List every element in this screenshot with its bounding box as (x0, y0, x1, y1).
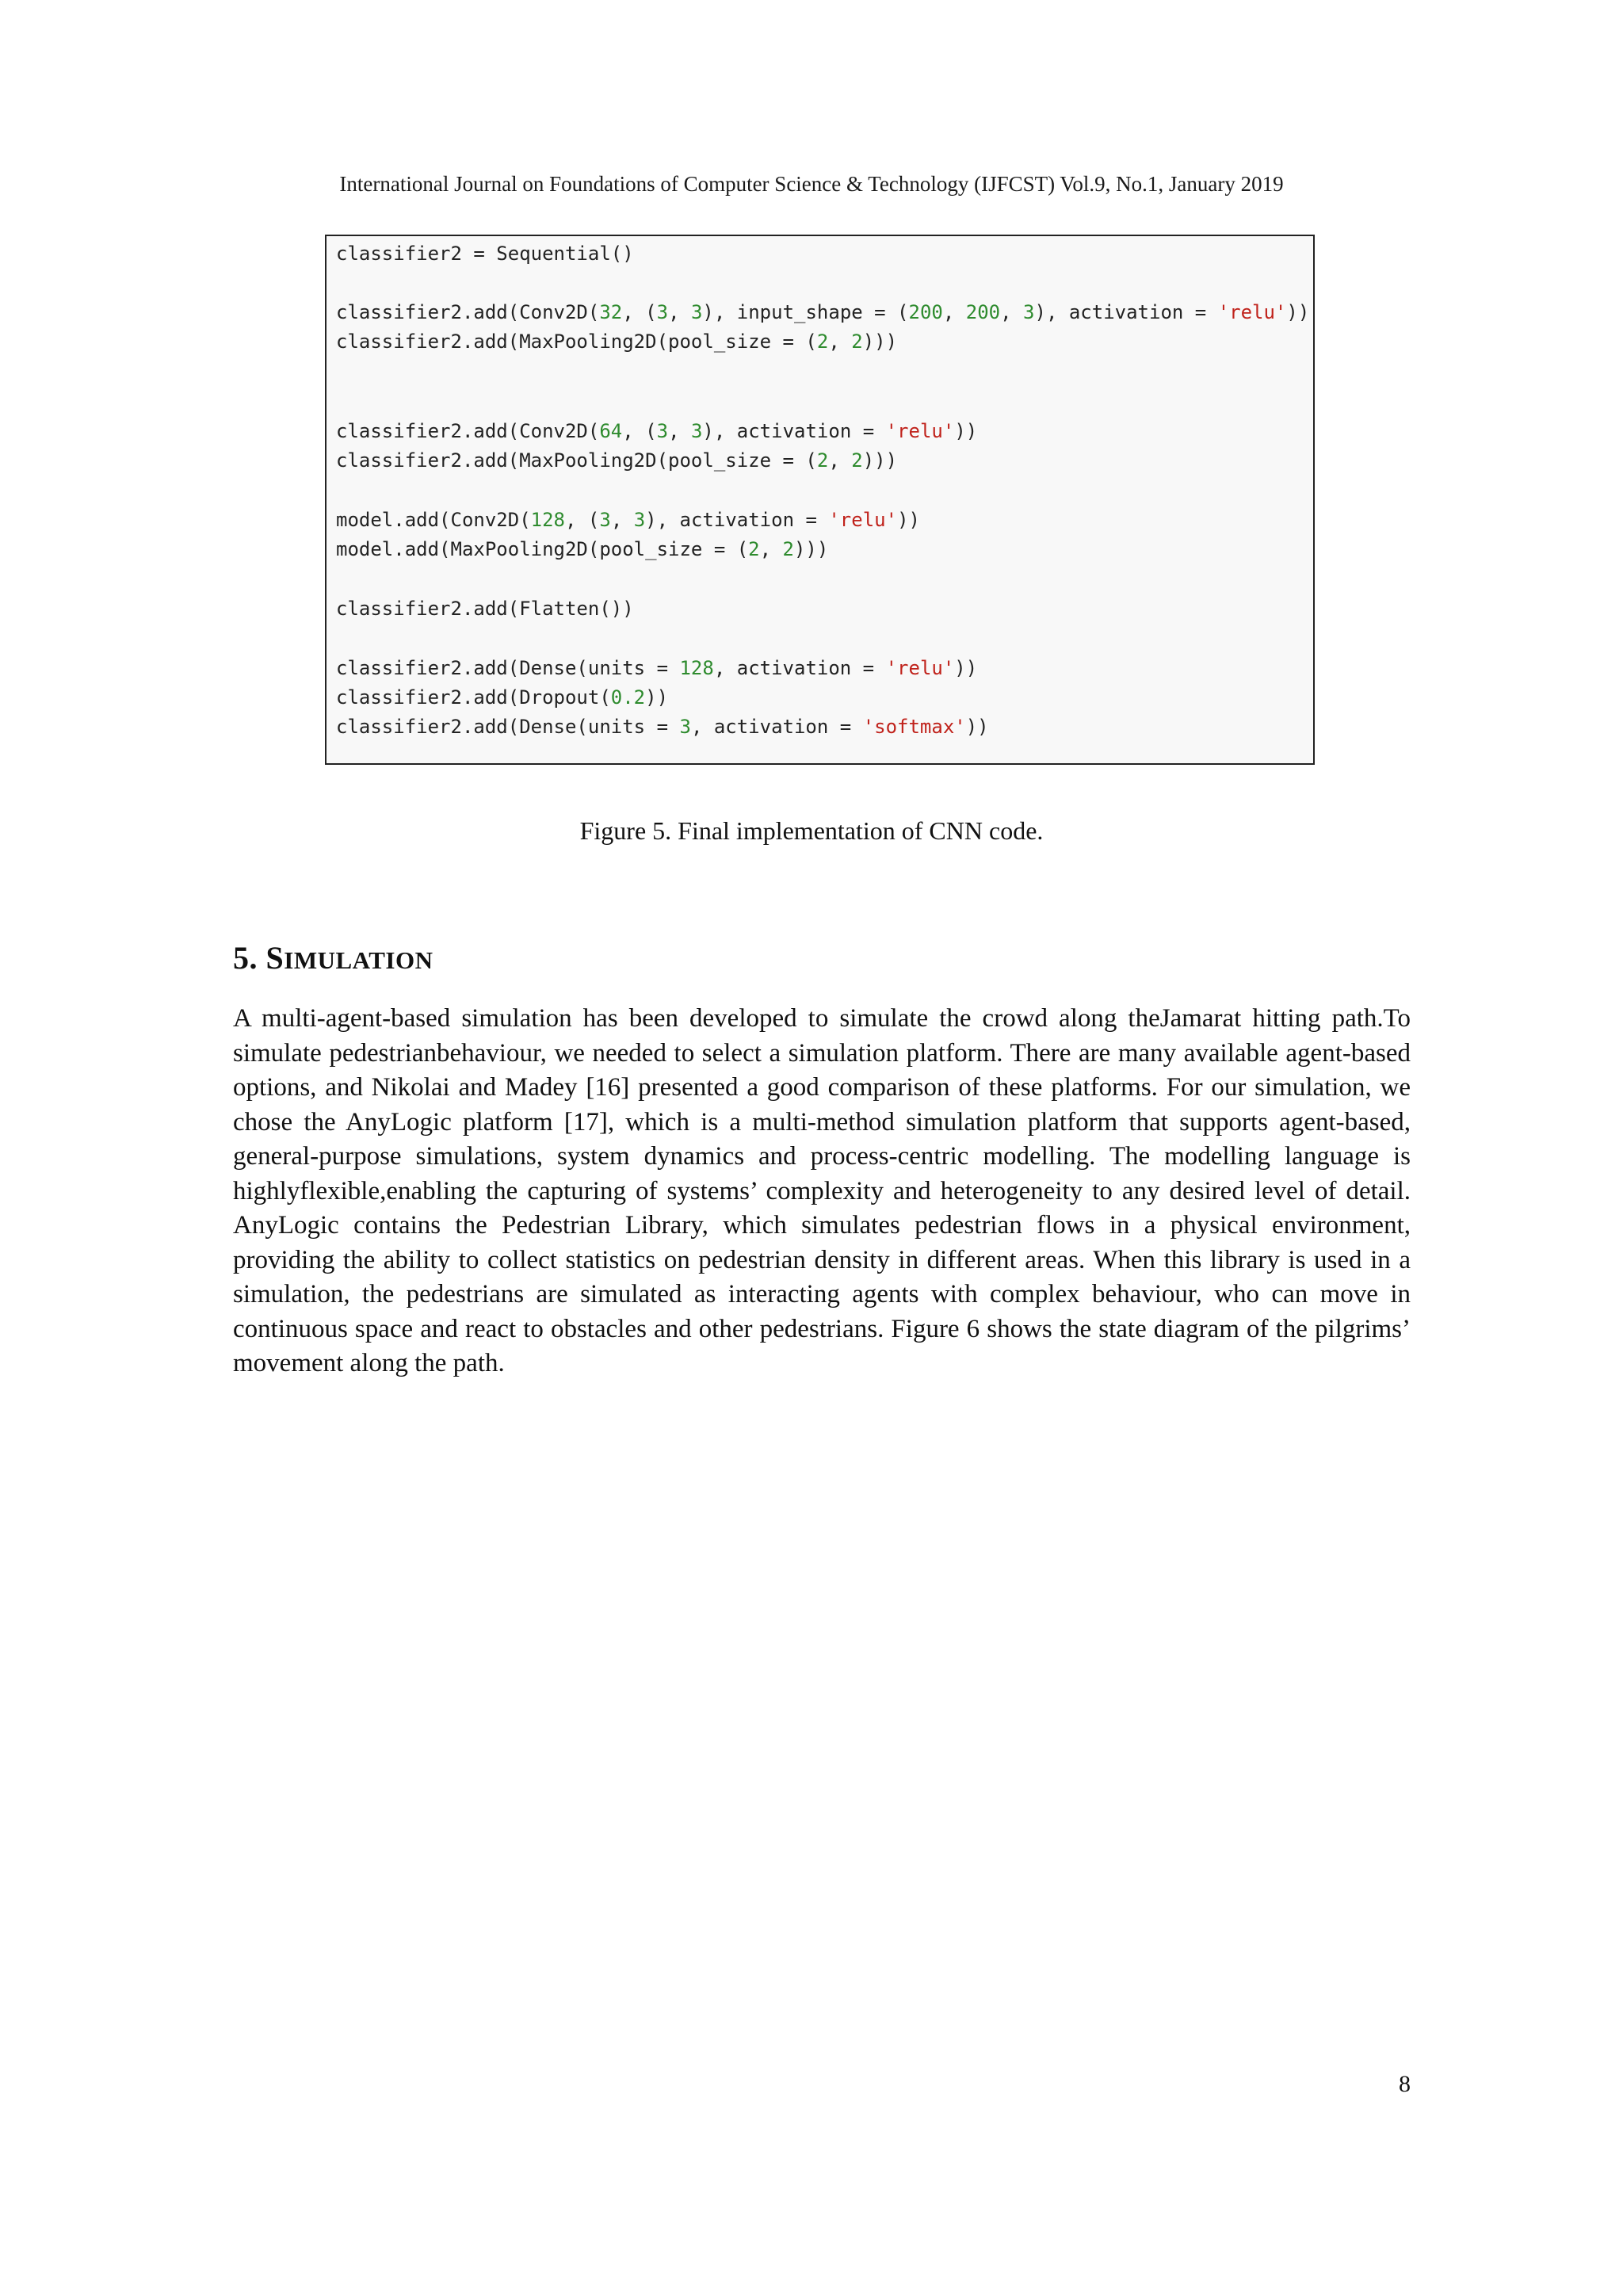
code-string-literal: 'softmax' (862, 716, 966, 738)
code-number-literal: 2 (851, 330, 863, 353)
code-token: , activation = (713, 657, 886, 679)
code-token: classifier2.add(Dense(units = (336, 657, 680, 679)
code-token: model.add(Conv2D( (336, 509, 531, 531)
code-string-literal: 'relu' (828, 509, 898, 531)
code-token: , (828, 449, 852, 472)
code-token: )) (965, 716, 989, 738)
code-token: )) (954, 657, 978, 679)
page-number: 8 (1399, 2071, 1411, 2097)
code-number-literal: 128 (530, 509, 565, 531)
code-token: classifier2 = Sequential() (336, 243, 634, 265)
code-token: , ( (565, 509, 600, 531)
code-token: ), activation = (1034, 301, 1218, 323)
code-number-literal: 2 (782, 538, 794, 560)
code-number-literal: 3 (656, 420, 669, 442)
code-number-literal: 0.2 (610, 686, 646, 709)
code-token: , (828, 330, 852, 353)
code-number-literal: 2 (748, 538, 760, 560)
code-line (336, 655, 977, 681)
running-header: International Journal on Foundations of Computer Science & Technology (IJFCST) Vol.9, No.1, January 2019 (339, 172, 1284, 196)
code-number-literal: 3 (656, 301, 669, 323)
code-token: )) (645, 686, 669, 709)
code-token: , (610, 509, 634, 531)
code-string-literal: 'relu' (1217, 301, 1287, 323)
code-line (336, 448, 897, 473)
code-token: ))) (793, 538, 829, 560)
code-number-literal: 2 (816, 330, 829, 353)
code-token: )) (897, 509, 920, 531)
code-number-literal: 3 (690, 301, 703, 323)
code-token: model.add(MaxPooling2D(pool_size = ( (336, 538, 749, 560)
section-title-initial: S (265, 940, 285, 976)
code-token: classifier2.add(MaxPooling2D(pool_size = ( (336, 449, 817, 472)
code-line (336, 300, 1309, 325)
code-string-literal: 'relu' (885, 420, 955, 442)
code-number-literal: 3 (690, 420, 703, 442)
code-number-literal: 32 (599, 301, 623, 323)
code-line (336, 537, 828, 562)
section-paragraph: A multi-agent-based simulation has been developed to simulate the crowd along theJamarat hitting path.To simulate pedestrianbehaviour, we needed to select a simulation platform. There are many available agent-based options, and Nikolai and Madey [16] presented a good comparison of these platforms. For our simulation, we chose the AnyLogic platform [17], which is a multi-method simulation platform that supports agent-based, general-purpose simulations, system dynamics and process-centric modelling. The modelling language is highlyflexible,enabling the capturing of systems’ complexity and heterogeneity to any desired level of detail. AnyLogic contains the Pedestrian Library, which simulates pedestrian flows in a physical environment, providing the ability to collect statistics on pedestrian density in different areas. When this library is used in a simulation, the pedestrians are simulated as interacting agents with complex behaviour, who can move in continuous space and react to obstacles and other pedestrians. Figure 6 shows the state diagram of the pilgrims’ movement along the path. (233, 1004, 1411, 1377)
code-number-literal: 2 (851, 449, 863, 472)
code-number-literal: 200 (965, 301, 1001, 323)
code-token: ))) (862, 449, 898, 472)
code-token: ), activation = (645, 509, 829, 531)
code-token: ))) (862, 330, 898, 353)
code-token: , (668, 301, 691, 323)
code-token: )) (1286, 301, 1310, 323)
code-token: classifier2.add(Dropout( (336, 686, 611, 709)
code-string-literal: 'relu' (885, 657, 955, 679)
code-token: , (759, 538, 783, 560)
code-number-literal: 3 (1023, 301, 1035, 323)
code-token: , (942, 301, 966, 323)
code-listing-figure (325, 235, 1315, 765)
code-number-literal: 2 (816, 449, 829, 472)
code-token: classifier2.add(MaxPooling2D(pool_size = ( (336, 330, 817, 353)
code-line (336, 685, 668, 710)
code-token: classifier2.add(Dense(units = (336, 716, 680, 738)
code-token: , (1000, 301, 1024, 323)
code-line (336, 714, 989, 739)
section-number: 5. (233, 940, 258, 976)
code-line (336, 418, 977, 444)
code-token: )) (954, 420, 978, 442)
code-token: ), activation = (702, 420, 886, 442)
code-number-literal: 64 (599, 420, 623, 442)
code-token: classifier2.add(Flatten()) (336, 598, 634, 620)
code-token: , ( (622, 301, 657, 323)
code-number-literal: 3 (633, 509, 646, 531)
code-token: , ( (622, 420, 657, 442)
figure-caption: Figure 5. Final implementation of CNN code. (579, 816, 1044, 845)
code-line (336, 329, 897, 354)
code-line (336, 507, 920, 533)
section-heading (233, 939, 433, 980)
code-line (336, 241, 634, 266)
code-number-literal: 3 (599, 509, 611, 531)
section-title-rest: IMULATION (284, 946, 433, 974)
code-token: ), input_shape = ( (702, 301, 909, 323)
code-token: classifier2.add(Conv2D( (336, 420, 600, 442)
code-number-literal: 128 (679, 657, 714, 679)
code-line (336, 596, 634, 621)
code-number-literal: 200 (908, 301, 943, 323)
code-number-literal: 3 (679, 716, 691, 738)
code-token: , activation = (690, 716, 863, 738)
code-token: classifier2.add(Conv2D( (336, 301, 600, 323)
code-token: , (668, 420, 691, 442)
